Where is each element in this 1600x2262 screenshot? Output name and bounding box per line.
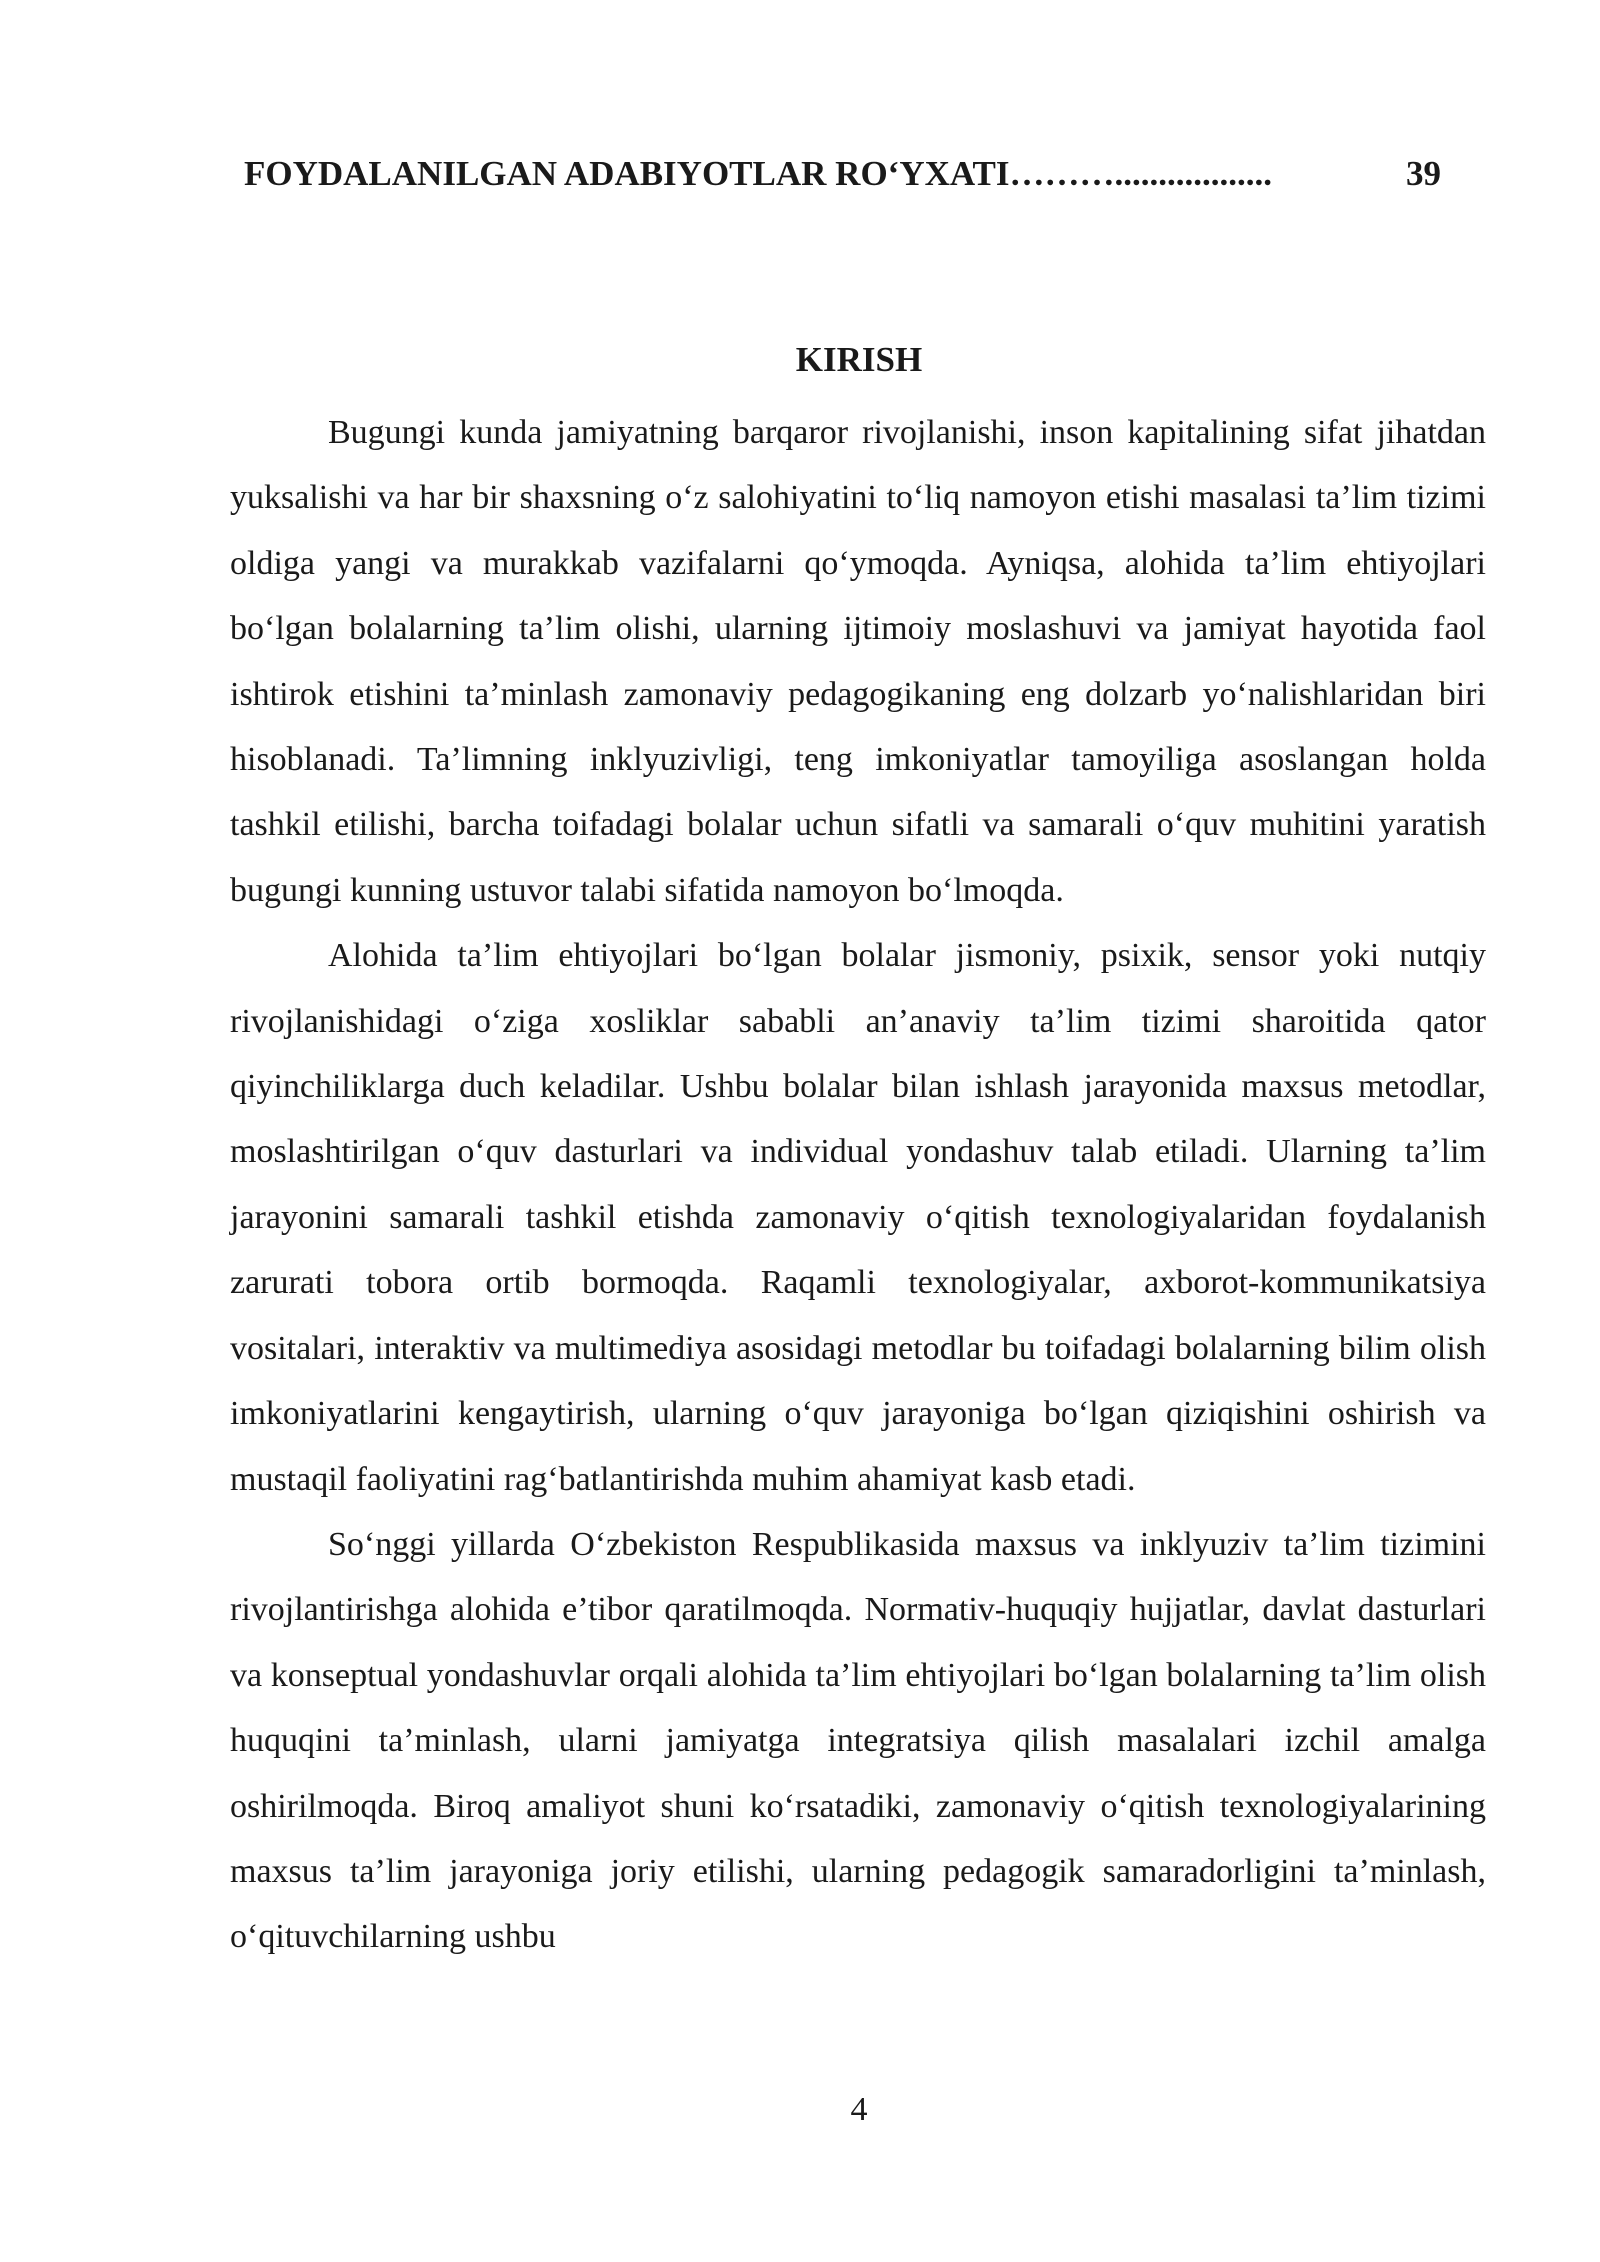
toc-leader-dots: ……….................. bbox=[1009, 154, 1273, 193]
paragraph: Bugungi kunda jamiyatning barqaror rivojlanishi, inson kapitalining sifat jihatdan yuksalishi va har bir shaxsning o‘z salohiyatini to‘liq namoyon etishi masalasi ta’lim tizimi oldiga yangi va murakkab vazifalarni qo‘ymoqda. Ayniqsa, alohida ta’lim ehtiyojlari bo‘lgan bolalarning ta’lim olishi, ularning ijtimoiy moslashuvi va jamiyat hayotida faol ishtirok etishini ta’minlash zamonaviy pedagogikaning eng dolzarb yo‘nalishlaridan biri hisoblanadi. Ta’limning inklyuzivligi, teng imkoniyatlar tamoyiliga asoslangan holda tashkil etilishi, barcha toifadagi bolalar uchun sifatli va samarali o‘quv muhitini yaratish bugungi kunning ustuvor talabi sifatida namoyon bo‘lmoqda. bbox=[230, 414, 1486, 909]
paragraph: So‘nggi yillarda O‘zbekiston Respublikasida maxsus va inklyuziv ta’lim tizimini rivojlantirishga alohida e’tibor qaratilmoqda. Normativ-huquqiy hujjatlar, davlat dasturlari va konseptual yondashuvlar orqali alohida ta’lim ehtiyojlari bo‘lgan bolalarning ta’lim olish huquqini ta’minlash, ularni jamiyatga integratsiya qilish masalalari izchil amalga oshirilmoqda. Biroq amaliyot shuni ko‘rsatadiki, zamonaviy o‘qitish texnologiyalarining maxsus ta’lim jarayoniga joriy etilishi, ularning pedagogik samaradorligini ta’minlash, o‘qituvchilarning ushbu bbox=[230, 1525, 1486, 1956]
section-body bbox=[230, 400, 1486, 1970]
toc-entry-page-number: 39 bbox=[1406, 154, 1441, 193]
section-heading: KIRISH bbox=[795, 340, 923, 379]
toc-entry[interactable] bbox=[244, 150, 1444, 198]
toc-entry-title: FOYDALANILGAN ADABIYOTLAR RO‘YXATI bbox=[244, 154, 1010, 193]
paragraph: Alohida ta’lim ehtiyojlari bo‘lgan bolalar jismoniy, psixik, sensor yoki nutqiy rivojlanishidagi o‘ziga xosliklar sababli an’anaviy ta’lim tizimi sharoitida qator qiyinchiliklarga duch keladilar. Ushbu bolalar bilan ishlash jarayonida maxsus metodlar, moslashtirilgan o‘quv dasturlari va individual yondashuv talab etiladi. Ularning ta’lim jarayonini samarali tashkil etishda zamonaviy o‘qitish texnologiyalaridan foydalanish zarurati tobora ortib bormoqda. Raqamli texnologiyalar, axborot-kommunikatsiya vositalari, interaktiv va multimediya asosidagi metodlar bu toifadagi bolalarning bilim olish imkoniyatlarini kengaytirish, ularning o‘quv jarayoniga bo‘lgan qiziqishini oshirish va mustaqil faoliyatini rag‘batlantirishda muhim ahamiyat kasb etadi. bbox=[230, 937, 1486, 1498]
page-number: 4 bbox=[850, 2091, 868, 2128]
